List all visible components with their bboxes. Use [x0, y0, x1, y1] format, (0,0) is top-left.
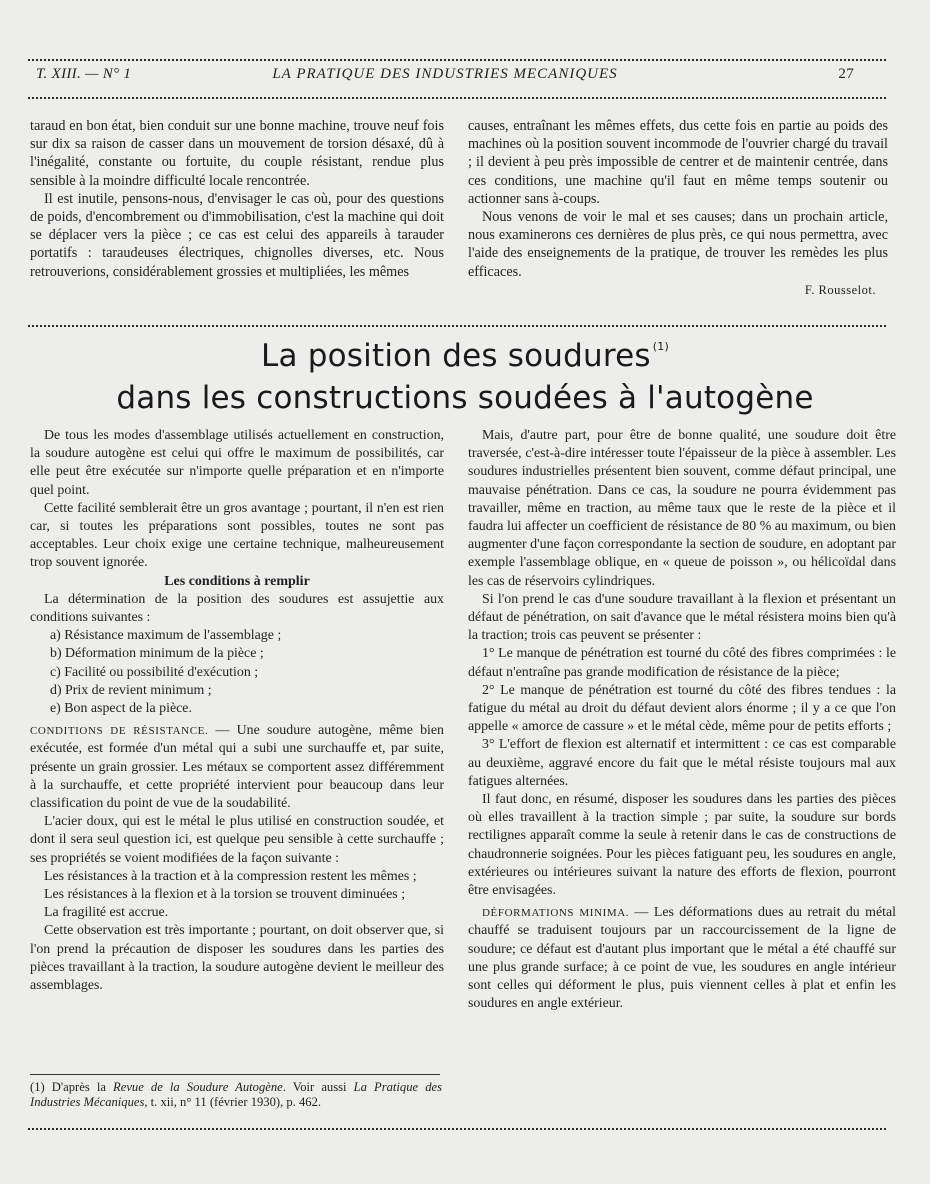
- article-paragraph: Cette facilité semblerait être un gros avantage ; pourtant, il n'en est rien car, si toutes les préparations sont possibles, toutes ne sont pas acceptables. Leur choix exige une certaine technique, malheureusement trop souvent ignorée.: [30, 500, 444, 571]
- footnote-text: D'après la: [44, 1080, 114, 1094]
- header-top-rule: [28, 59, 886, 61]
- article-left-column: [30, 427, 444, 995]
- condition-item: e) Bon aspect de la pièce.: [50, 701, 192, 717]
- header-bottom-rule: [28, 97, 886, 99]
- article-paragraph: La détermination de la position des soudures est assujettie aux conditions suivantes :: [30, 591, 444, 626]
- article-title-line-1: [40, 338, 890, 374]
- footnote: [30, 1080, 442, 1110]
- article-title-line-2: [40, 380, 890, 416]
- article-right-column: [468, 427, 896, 1014]
- article-paragraph: 2° Le manque de pénétration est tourné du côté des fibres tendues : la fatigue du métal au droit du défaut devient alors énorme ; il y a ce que l'on appelle « amorce de cassure » et le métal cède, même pour de petits efforts ;: [468, 682, 896, 735]
- deformation-text: — Les déformations dues au retrait du métal chauffé se traduisent toujours par un raccourcissement de la ligne de soudure; ce défaut est d'autant plus important que le métal a été chauffé sur une plus grande surface; à ce point de vue, les soudures en angle intérieur sont celles qui déforment le plus, puis viennent celles à plat et enfin les soudures en angle extérieur.: [468, 905, 896, 1012]
- footnote-text: , t. xii, n° 11 (février 1930), p. 462.: [144, 1095, 322, 1109]
- article-paragraph: Cette observation est très importante ; pourtant, on doit observer que, si l'on prend la précaution de disposer les soudures dans les parties des pièces travaillant à la traction, la soudure autogène devient le meilleur des assemblages.: [30, 923, 444, 994]
- journal-title: LA PRATIQUE DES INDUSTRIES MECANIQUES: [272, 66, 618, 82]
- resistance-text: — Une soudure autogène, même bien exécutée, est formée d'un métal qui a subi une surchauffe et, par suite, présente un grain grossier. Les métaux se comportent assez différemment à la surchauffe, et cette propriété intervient pour beaucoup dans leur classification du point de vue de la soudabilité.: [30, 723, 444, 812]
- article-paragraph: L'acier doux, qui est le métal le plus utilisé en construction soudée, et dont il sera seul question ici, est quelque peu sensible à cette surchauffe ; ses propriétés se voient modifiées de la façon suivante :: [30, 814, 444, 866]
- footnote-mark: (1): [30, 1080, 45, 1094]
- article-separator-rule: [28, 325, 886, 327]
- previous-article-left-column: [30, 117, 444, 281]
- condition-item: b) Déformation minimum de la pièce ;: [50, 646, 264, 662]
- article-title-text: La position des soudures: [261, 338, 651, 374]
- footnote-rule: [30, 1074, 440, 1075]
- previous-article-right-column: [468, 117, 888, 299]
- article-subtitle-text: dans les constructions soudées à l'autogène: [116, 380, 814, 416]
- footnote-text: . Voir aussi: [282, 1080, 354, 1094]
- previous-article-paragraph: Nous venons de voir le mal et ses causes; dans un prochain article, nous examinerons ces dernières de plus près, ce qui nous permettra, avec l'aide des enseignements de la pratique, de trouver les remèdes les plus efficaces.: [468, 209, 888, 280]
- article-paragraph: 1° Le manque de pénétration est tourné du côté des fibres comprimées : le défaut n'entraîne pas grande modification de résistance de la pièce;: [468, 646, 896, 680]
- page-number: 27: [838, 66, 854, 82]
- article-paragraph: De tous les modes d'assemblage utilisés actuellement en construction, la soudure autogène est celui qui offre le maximum de possibilités, car elle peut être exécutée sur n'importe quelle préparation et en n'importe quel point.: [30, 428, 444, 498]
- condition-item: a) Résistance maximum de l'assemblage ;: [50, 628, 282, 644]
- article-paragraph: 3° L'effort de flexion est alternatif et intermittent : ce cas est comparable au deuxième, aggravé encore du fait que le métal résiste toujours mal aux fatigues alternées.: [468, 737, 896, 789]
- condition-item: d) Prix de revient minimum ;: [50, 682, 212, 698]
- resistance-lead-in: CONDITIONS DE RÉSISTANCE.: [30, 725, 209, 738]
- article-paragraph: [30, 722, 444, 813]
- author-signature: F. Rousselot.: [804, 282, 876, 297]
- title-footnote-mark: (1): [652, 340, 669, 353]
- volume-number: T. XIII. — N° 1: [36, 66, 132, 82]
- footnote-source: La Pratique des Industries Mécaniques: [30, 1080, 442, 1109]
- previous-article-paragraph: taraud en bon état, bien conduit sur une bonne machine, trouve neuf fois sur dix sa raison de casser dans un mouvement de torsion désaxé, dû à l'inégalité, constante ou fortuite, du couple résistant, rendue plus sensible à la moindre difficulté locale rencontrée.: [30, 118, 444, 189]
- previous-article-paragraph: Il est inutile, pensons-nous, d'envisager le cas où, pour des questions de poids, d'encombrement ou d'immobilisation, c'est la machine qui doit se déplacer vers la pièce ; ce cas est celui des appareils à tarauder portatifs : taraudeuses électriques, chignolles diverses, etc. Nous retrouverions, considérablement grossies et multipliées, les mêmes: [30, 190, 444, 280]
- article-paragraph: Il faut donc, en résumé, disposer les soudures dans les parties des pièces où elles travaillent à la traction simple ; par suite, la soudure sur bords rectilignes apparaît comme la seule à retenir dans le cas de constructions de chaudronnerie soignées. Pour les pièces fatiguant peu, les soudures en angle, extérieures ou intérieures suivant la nature des efforts de flexion, pourront être envisagées.: [468, 792, 896, 899]
- section-heading: Les conditions à remplir: [164, 573, 310, 589]
- footnote-source: Revue de la Soudure Autogène: [113, 1080, 283, 1094]
- condition-item: c) Facilité ou possibilité d'exécution ;: [50, 664, 259, 680]
- article-paragraph: Si l'on prend le cas d'une soudure travaillant à la flexion et présentant un défaut de pénétration, on sait d'avance que le métal résistera moins bien qu'à la traction; trois cas peuvent se présenter :: [468, 591, 896, 644]
- article-paragraph: La fragilité est accrue.: [44, 905, 169, 921]
- article-paragraph: Les résistances à la flexion et à la torsion se trouvent diminuées ;: [44, 887, 406, 903]
- article-paragraph: Les résistances à la traction et à la compression restent les mêmes ;: [44, 868, 417, 884]
- article-paragraph: Mais, d'autre part, pour être de bonne qualité, une soudure doit être traversée, c'est-à-dire intéresser toute l'épaisseur de la pièce à assembler. Les soudures industrielles présentent bien souvent, comme défaut principal, une mauvaise pénétration. Dans ce cas, la soudure ne pourra évidemment pas travailler, même en traction, au même taux que le reste de la pièce et il faudra lui affecter un coefficient de résistance de 80 % au maximum, ou bien augmenter d'une façon correspondante la section de soudure, en adoptant par exemple l'assemblage oblique, en « queue de poisson », ou hélicoïdal dans les cas de réservoirs cylindriques.: [468, 428, 896, 589]
- running-header: [36, 66, 854, 86]
- article-paragraph: [468, 904, 896, 1013]
- deformation-lead-in: DÉFORMATIONS MINIMA.: [482, 907, 630, 920]
- page-bottom-rule: [28, 1128, 886, 1130]
- previous-article-paragraph: causes, entraînant les mêmes effets, dus cette fois en partie au poids des machines où la position souvent incommode de l'ouvrier chargé du travail ; il devient à peu près impossible de centrer et de maintenir centrée, dans ces conditions, une machine qu'il faut en même temps soutenir ou actionner sans à-coups.: [468, 118, 888, 207]
